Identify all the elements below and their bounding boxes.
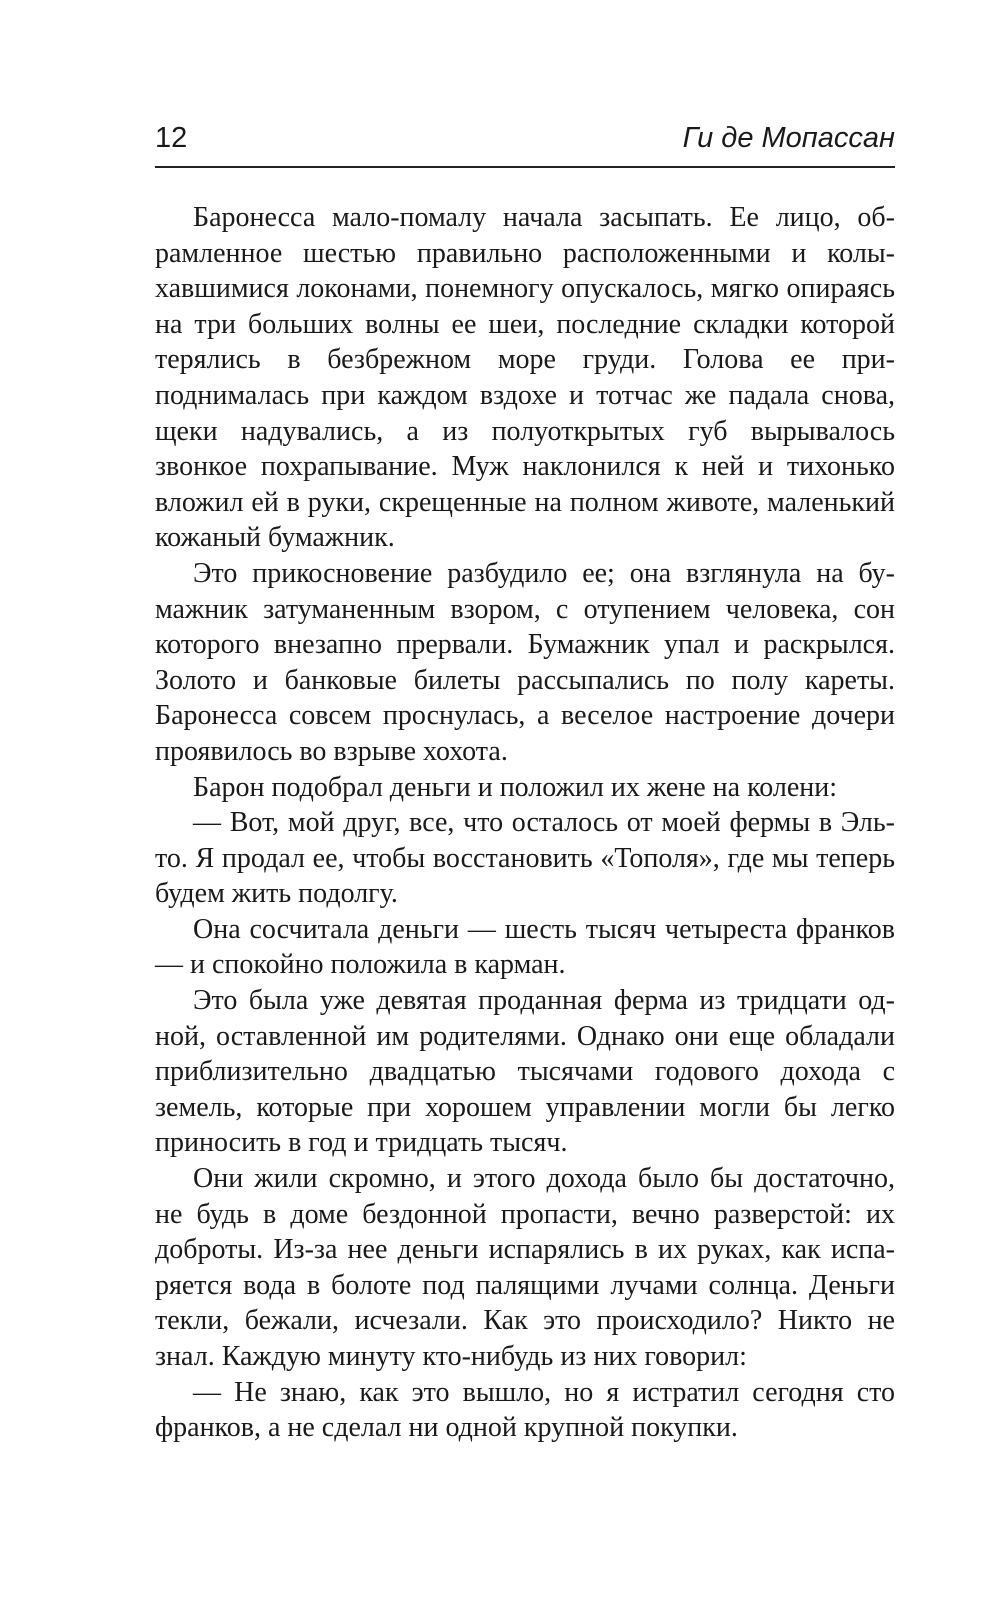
paragraph: — Вот, мой друг, все, что осталось от моей фермы в Эльто. Я продал ее, чтобы восстановить «Тополя», где мы теперь будем жить подолгу. <box>155 807 895 910</box>
paragraph: Баронесса мало-помалу начала засыпать. Ее лицо, обрамленное шестью правильно расположенными и колыхавшимися локонами, понемногу опускалось, мягко опираясь на три больших волны ее шеи, последние складки которой терялись в безбрежном море груди. Голова ее приподнималась при каждом вздохе и тотчас же падала снова, щеки надувались, а из полуоткрытых губ вырывалось звонкое похрапывание. Муж наклонился к ней и тихонько вложил ей в руки, скрещенные на полном животе, маленький кожаный бумажник. <box>155 202 895 554</box>
paragraph: — Не знаю, как это вышло, но я истратил сегодня сто франков, а не сделал ни одной крупной покупки. <box>155 1376 895 1444</box>
paragraph: Это была уже девятая проданная ферма из тридцати одной, оставленной им родителями. Однако они еще обладали приблизительно двадцатью тысячами годового дохода с земель, которые при хорошем управлении могли бы легко приносить в год и тридцать тысяч. <box>155 985 895 1159</box>
paragraph: Они жили скромно, и этого дохода было бы достаточно, не будь в доме бездонной пропасти, вечно разверстой: их доброты. Из-за нее деньги испарялись в их руках, как испаряется вода в болоте под палящими лучами солнца. Деньги текли, бежали, исчезали. Как это происходило? Никто не знал. Каждую минуту кто-нибудь из них говорил: <box>155 1163 895 1372</box>
paragraph: Она сосчитала деньги — шесть тысяч четыреста франков — и спокойно положила в карман. <box>155 913 895 981</box>
body-text <box>155 200 895 1446</box>
page-header <box>155 118 895 168</box>
paragraph: Барон подобрал деньги и положил их жене на колени: <box>193 771 838 803</box>
page-number: 12 <box>155 122 188 154</box>
paragraph: Это прикосновение разбудило ее; она взглянула на бумажник затуманенным взором, с отупением человека, сон которого внезапно прервали. Бумажник упал и раскрылся. Золото и банковые билеты рассыпались по полу кареты. Баронесса совсем проснулась, а веселое настроение дочери проявилось во взрыве хохота. <box>155 557 895 767</box>
running-title: Ги де Мопассан <box>682 122 895 154</box>
